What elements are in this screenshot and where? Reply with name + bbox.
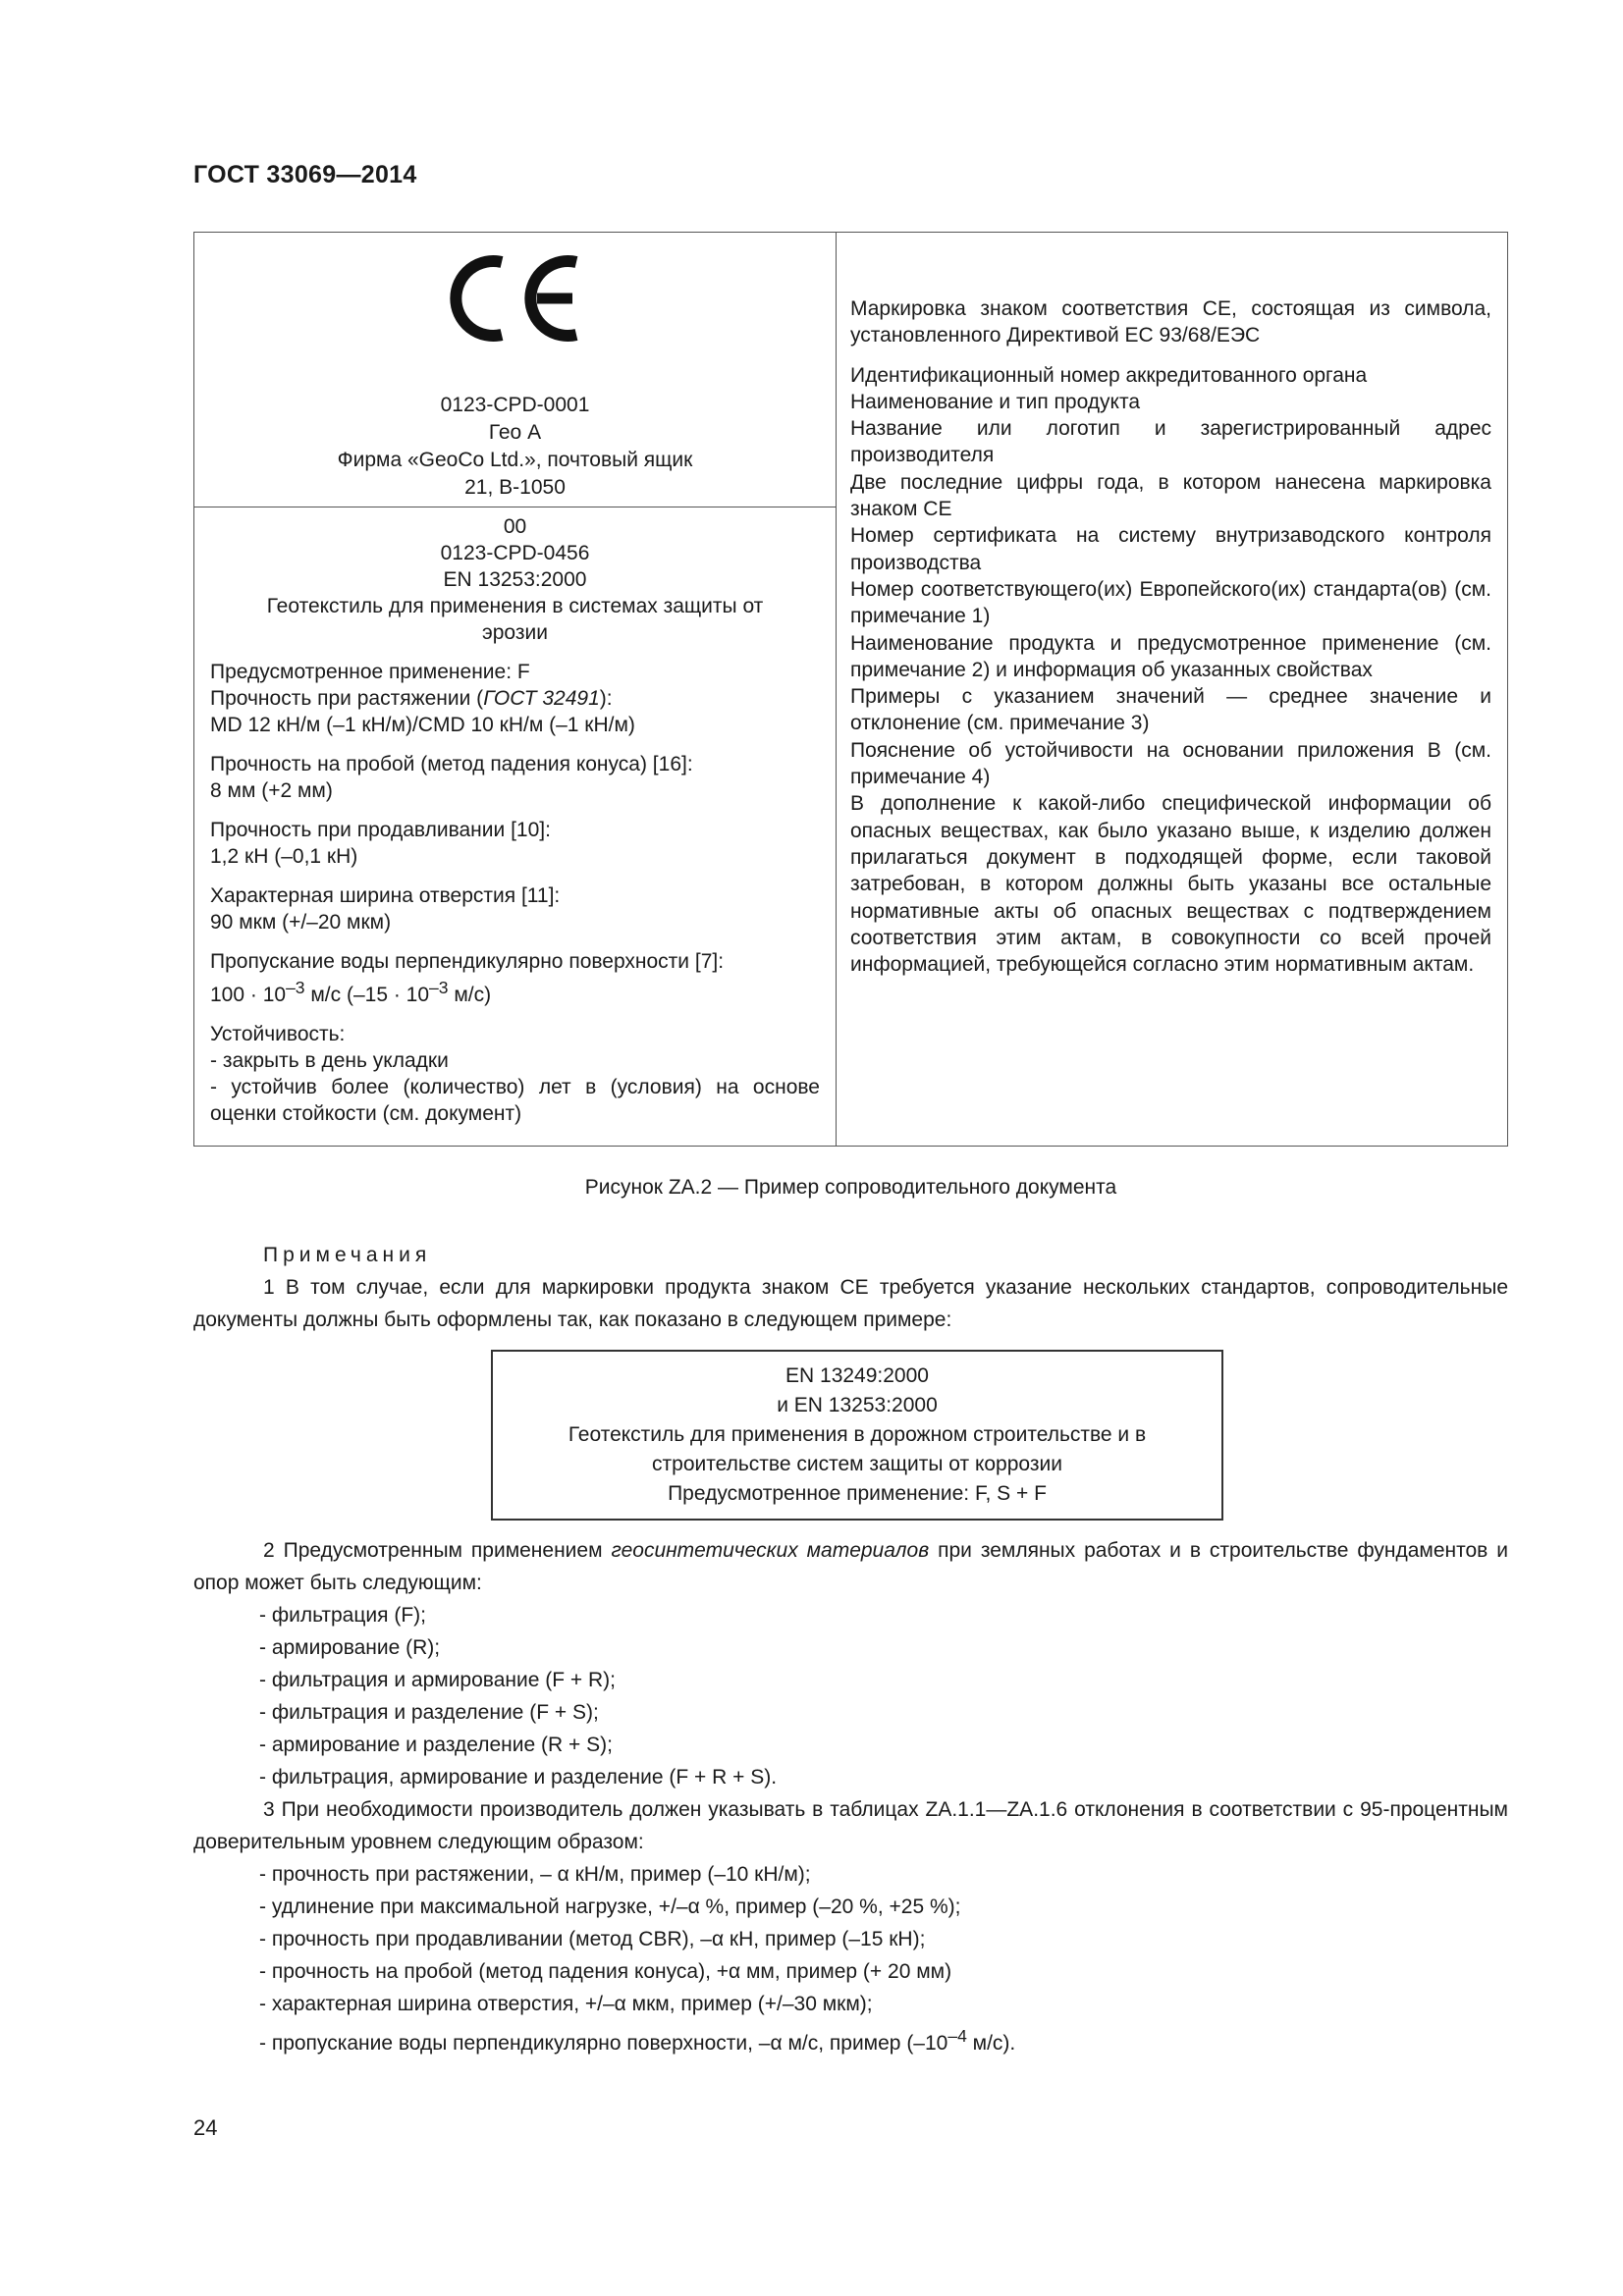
manufacturer-address: 21, B-1050 bbox=[464, 476, 566, 499]
product-description-2: эрозии bbox=[482, 621, 548, 644]
multi-standard-example-box: EN 13249:2000 и EN 13253:2000 Геотекстиль для применения в дорожном строительстве и в строительстве систем защиты от коррозии Предусмотренное применение: F, S + F bbox=[491, 1350, 1223, 1521]
property-group-water-flow: Пропускание воды перпендикулярно поверхности [7]: $100 \cdot 10^{-3}$ м/с ($-15 \cdot 10^{-3}$ м/с) bbox=[210, 948, 820, 1008]
explanation-notified-body: Идентификационный номер аккредитованного органа bbox=[850, 363, 1368, 387]
explanation-examples: Примеры с указанием значений — среднее значение и отклонение (см. примечание 3) bbox=[850, 685, 1491, 735]
property-group-puncture: Прочность при продавливании [10]: 1,2 кН (–0,1 кН) bbox=[210, 819, 551, 868]
list-item: - прочность при растяжении, – α кН/м, пример (–10 кН/м); bbox=[259, 1863, 811, 1886]
year-digits: 00 bbox=[503, 515, 527, 538]
certificate-number: 0123-CPD-0456 bbox=[440, 542, 590, 564]
tensile-value: MD 12 кН/м (–1 кН/м)/CMD 10 кН/м (–1 кН/м) bbox=[210, 714, 635, 736]
note-3: 3 При необходимости производитель должен указывать в таблицах ZA.1.1—ZA.1.6 отклонения в соответствии с 95-процентным доверительным уровнем следующим образом: bbox=[193, 1798, 1508, 1853]
property-group-tensile bbox=[210, 659, 820, 738]
explanation-durability: Пояснение об устойчивости на основании приложения B (см. примечание 4) bbox=[850, 738, 1491, 789]
list-item: - армирование (R); bbox=[259, 1636, 441, 1659]
standard-number: EN 13253:2000 bbox=[443, 568, 587, 591]
note-2: 2 Предусмотренным применением геосинтетических материалов при земляных работах и в строительстве фундаментов и опор может быть следующим: bbox=[193, 1539, 1508, 1594]
notes-heading: Примечания bbox=[263, 1244, 432, 1266]
explanation-certificate: Номер сертификата на систему внутризаводского контроля производства bbox=[850, 524, 1491, 574]
explanation-dangerous-substances: В дополнение к какой-либо специфической информации об опасных веществах, как было указано выше, к изделию должен прилагаться документ в подходящей форме, если таковой затребован, в котором должны быть указаны все остальные нормативные акты об опасных веществах с подтверждением соответствия этим актам, в совокупности со всей прочей информацией, требующейся согласно этим нормативным актам. bbox=[850, 792, 1491, 977]
intended-use: Предусмотренное применение: F bbox=[210, 661, 530, 683]
list-item: - армирование и разделение (R + S); bbox=[259, 1734, 613, 1756]
list-item: - пропускание воды перпендикулярно поверхности, –α м/с, пример ($-10^{-4}$ м/с). bbox=[259, 2026, 1016, 2055]
explanation-intended-use: Наименование продукта и предусмотренное применение (см. примечание 2) и информация об указанных свойствах bbox=[850, 631, 1491, 681]
notes-section bbox=[193, 1239, 1508, 2059]
explanation-ce: Маркировка знаком соответствия CE, состоящая из символа, установленного Директивой ЕС 93/68/ЕЭС bbox=[850, 297, 1491, 347]
product-description-1: Геотекстиль для применения в системах защиты от bbox=[266, 595, 764, 617]
note-1: 1 В том случае, если для маркировки продукта знаком CE требуется указание нескольких стандартов, сопроводительные документы должны быть оформлены так, как показано в следующем примере: bbox=[193, 1276, 1508, 1331]
explanation-manufacturer: Название или логотип и зарегистрированный адрес производителя bbox=[850, 417, 1491, 467]
notified-body-number: 0123-CPD-0001 bbox=[440, 394, 590, 416]
list-item: - фильтрация и армирование (F + R); bbox=[259, 1669, 616, 1691]
product-name: Гео А bbox=[488, 421, 542, 444]
list-item: - фильтрация (F); bbox=[259, 1604, 426, 1627]
explanation-standard: Номер соответствующего(их) Европейского(их) стандарта(ов) (см. примечание 1) bbox=[850, 577, 1491, 628]
figure-caption: Рисунок ZA.2 — Пример сопроводительного документа bbox=[584, 1176, 1117, 1199]
list-item: - прочность при продавливании (метод CBR), –α кН, пример (–15 кН); bbox=[259, 1928, 926, 1950]
page-header: ГОСТ 33069—2014 bbox=[193, 161, 417, 188]
product-info-cell bbox=[194, 507, 836, 1127]
document-example-column bbox=[194, 233, 837, 1146]
explanation-product: Наименование и тип продукта bbox=[850, 390, 1141, 413]
list-item: - удлинение при максимальной нагрузке, +/–α %, пример (–20 %, +25 %); bbox=[259, 1896, 961, 1918]
property-group-opening-size: Характерная ширина отверстия [11]: 90 мкм (+/–20 мкм) bbox=[210, 884, 561, 934]
list-item: - фильтрация, армирование и разделение (F + R + S). bbox=[259, 1766, 778, 1789]
property-group-cone-drop: Прочность на пробой (метод падения конуса) [16]: 8 мм (+2 мм) bbox=[210, 753, 693, 802]
list-item: - фильтрация и разделение (F + S); bbox=[259, 1701, 599, 1724]
explanation-year: Две последние цифры года, в котором нанесена маркировка знаком CE bbox=[850, 470, 1491, 521]
water-flow-value: $100 \cdot 10^{-3}$ м/с ($-15 \cdot 10^{-3}$ м/с) bbox=[210, 978, 492, 1006]
property-group-durability: Устойчивость: - закрыть в день укладки - устойчив более (количество) лет в (условия) на основе оценки стойкости (см. документ) bbox=[210, 1023, 820, 1125]
page-number: 24 bbox=[193, 2115, 218, 2140]
explanations-column bbox=[837, 233, 1507, 1146]
accompanying-document-table bbox=[193, 232, 1508, 1147]
tensile-label: Прочность при растяжении (ГОСТ 32491): bbox=[210, 687, 613, 710]
manufacturer-line: Фирма «GeoCo Ltd.», почтовый ящик bbox=[337, 449, 693, 471]
list-item: - прочность на пробой (метод падения конуса), +α мм, пример (+ 20 мм) bbox=[259, 1960, 952, 1983]
list-item: - характерная ширина отверстия, +/–α мкм, пример (+/–30 мкм); bbox=[259, 1993, 873, 2015]
ce-marking-cell bbox=[194, 233, 836, 507]
ce-mark-icon bbox=[437, 246, 594, 350]
